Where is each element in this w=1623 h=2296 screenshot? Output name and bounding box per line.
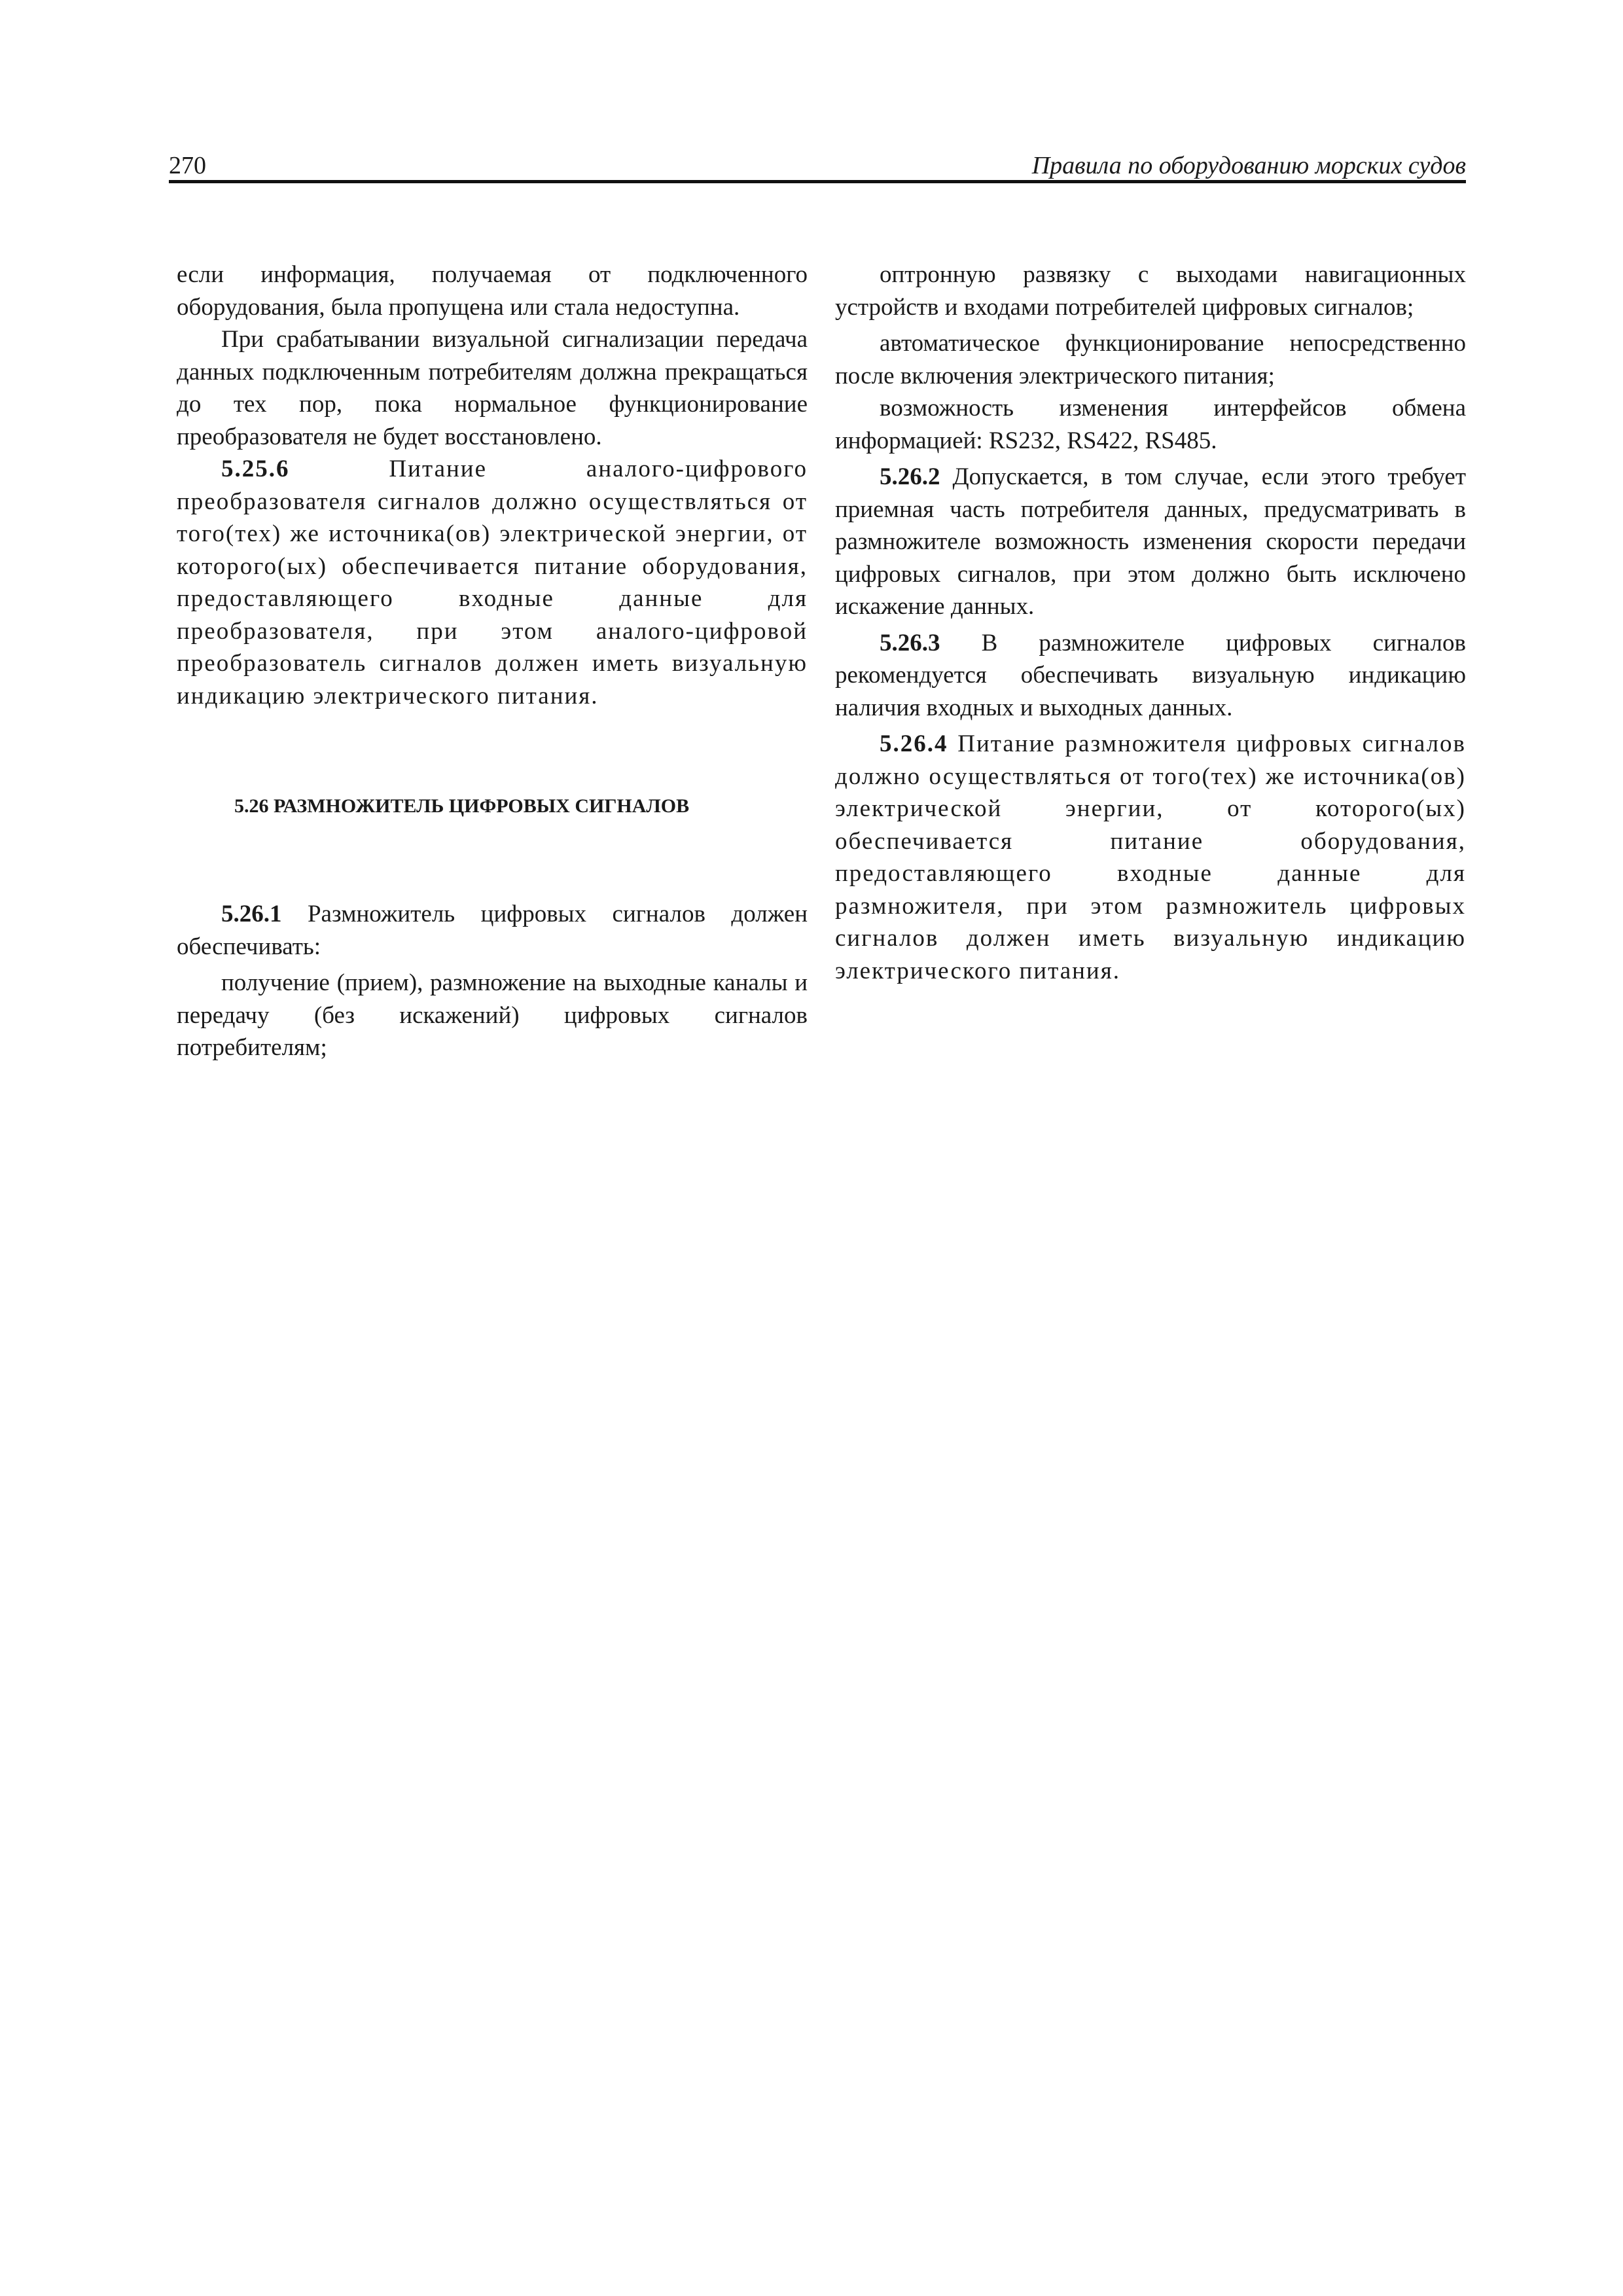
list-item: оптронную развязку с выходами навигационных устройств и входами потребителей цифровых сигналов;: [835, 261, 1466, 321]
clause-text: Питание аналого-цифрового преобразователя сигналов должно осуществляться от того(тех) же источника(ов) электрической энергии, от которого(ых) обеспечивается питание оборудования, предоставляющего входные данные для преобразователя, при этом аналого-цифровой преобразователь сигналов должен иметь визуальную индикацию электрического питания.: [177, 456, 808, 709]
header-rule: [169, 180, 1466, 183]
clause-5-26-2: [835, 461, 1466, 623]
list-item: возможность изменения интерфейсов обмена информацией: RS232, RS422, RS485.: [835, 395, 1466, 454]
clause-number: 5.26.2: [880, 463, 940, 490]
list-item: получение (прием), размножение на выходные каналы и передачу (без искажений) цифровых сигналов потребителям;: [177, 969, 808, 1061]
right-column: [835, 259, 1466, 987]
page-header: [169, 145, 1466, 183]
clause-text: Питание размножителя цифровых сигналов должно осуществляться от того(тех) же источника(ов) электрической энергии, от которого(ых) обеспечивается питание оборудования, предоставляющего входные данные для размножителя, при этом размножитель цифровых сигналов должен иметь визуальную индикацию электрического питания.: [835, 730, 1466, 984]
section-heading: 5.26 РАЗМНОЖИТЕЛЬ ЦИФРОВЫХ СИГНАЛОВ: [234, 795, 690, 817]
clause-5-26-4: [835, 728, 1466, 987]
clause-number: 5.26.4: [880, 730, 948, 757]
list-item: автоматическое функционирование непосредственно после включения электрического питания;: [835, 330, 1466, 389]
clause-text: Допускается, в том случае, если этого требует приемная часть потребителя данных, предусматривать в размножителе возможность изменения скорости передачи цифровых сигналов, при этом должно быть исключено искажение данных.: [835, 463, 1466, 620]
clause-5-25-6: [177, 453, 808, 712]
clause-number: 5.26.3: [880, 629, 940, 656]
clause-number: 5.25.6: [221, 456, 290, 482]
paragraph: При срабатывании визуальной сигнализации передача данных подключенным потребителям должна прекращаться до тех пор, пока нормальное функционирование преобразователя не будет восстановлено.: [177, 326, 808, 450]
clause-5-26-3: [835, 627, 1466, 725]
clause-5-26-1: [177, 898, 808, 963]
running-title: Правила по оборудованию морских судов: [1031, 152, 1466, 179]
clause-text: Размножитель цифровых сигналов должен обеспечивать:: [177, 901, 808, 960]
clause-number: 5.26.1: [221, 901, 282, 927]
page-number: 270: [169, 152, 206, 179]
clause-text: В размножителе цифровых сигналов рекомендуется обеспечивать визуальную индикацию наличия входных и выходных данных.: [835, 629, 1466, 721]
paragraph: если информация, получаемая от подключенного оборудования, была пропущена или стала недоступна.: [177, 261, 808, 321]
left-column: [177, 259, 808, 1064]
